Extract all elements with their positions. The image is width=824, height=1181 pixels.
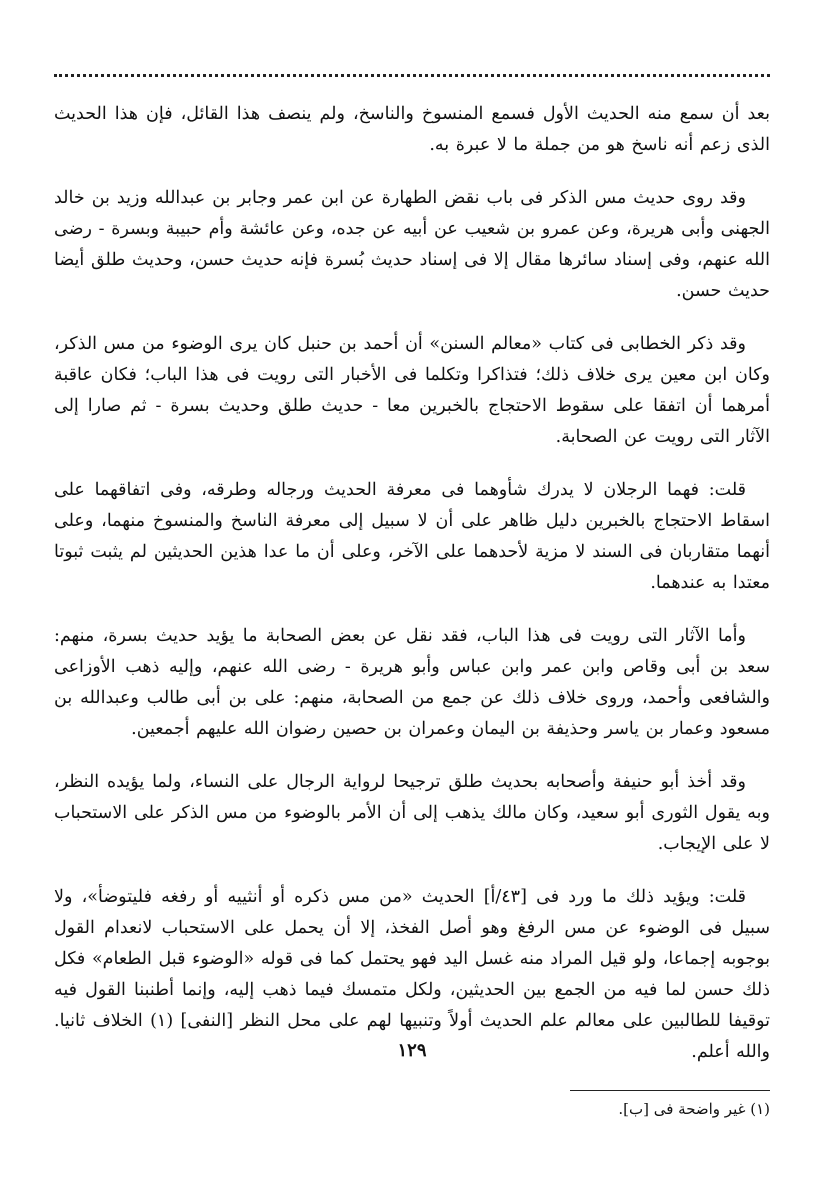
paragraph-3: وقد ذكر الخطابى فى كتاب «معالم السنن» أن أحمد بن حنبل كان يرى الوضوء من مس الذكر، وكان ابن معين يرى خلاف ذلك؛ فتذاكرا وتكلما فى الأخبار التى رويت فى هذا الباب؛ فكان عاقبة أمرهما أن اتفقا على سقوط الاحتجاج بالخبرين معا - حديث طلق وحديث بسرة - ثم صارا إلى الآثار التى رويت عن الصحابة. bbox=[54, 334, 770, 447]
footnote: (١) غير واضحة فى [ب]. bbox=[618, 1100, 770, 1118]
paragraph-1: بعد أن سمع منه الحديث الأول فسمع المنسوخ والناسخ، ولم ينصف هذا القائل، فإن هذا الحديث الذى زعم أنه ناسخ هو من جملة ما لا عبرة به. bbox=[54, 104, 770, 155]
paragraph-4: قلت: فهما الرجلان لا يدرك شأوهما فى معرفة الحديث ورجاله وطرقه، وفى اتفاقهما على اسقاط الاحتجاج بالخبرين دليل ظاهر على أن لا سبيل إلى معرفة الناسخ والمنسوخ منهما، وعلى أنهما متقاربان فى السند لا مزية لأحدهما على الآخر، وعلى أن ما عدا هذين الحديثين لم يثبت ثبوتا معتدا به عندهما. bbox=[54, 480, 770, 593]
paragraph-6: وقد أخذ أبو حنيفة وأصحابه بحديث طلق ترجيحا لرواية الرجال على النساء، ولما يؤيده النظر، وبه يقول الثورى أبو سعيد، وكان مالك يذهب إلى أن الأمر بالوضوء من مس الذكر على الاستحباب لا على الإيجاب. bbox=[54, 772, 770, 854]
header-dotted-rule bbox=[54, 74, 770, 77]
paragraph-7: قلت: ويؤيد ذلك ما ورد فى [٤٣/أ] الحديث «من مس ذكره أو أنثييه أو رفغه فليتوضأ»، ولا سبيل فى الوضوء عن مس الرفغ وهو أصل الفخذ، إلا أن يحمل على الاستحباب لانعدام القول بوجوبه إجماعا، ولو قيل المراد منه غسل اليد فهو يحتمل كما فى قوله «الوضوء قبل الطعام» فكل ذلك حسن لما فيه من الجمع بين الحديثين، ولكل متمسك فيما ذهب إليه، وإنما أطنبنا القول فيه توقيفا للطالبين على معالم علم الحديث أولاً وتنبيها لهم على محل النظر [النفى] (١) الخلاف ثانيا. والله أعلم. bbox=[54, 887, 770, 1062]
footnote-rule bbox=[570, 1090, 770, 1091]
paragraph-2: وقد روى حديث مس الذكر فى باب نقض الطهارة عن ابن عمر وجابر بن عبدالله وزيد بن خالد الجهنى وأبى هريرة، وعن عمرو بن شعيب عن أبيه عن جده، وعن عائشة وأم حبيبة وبسرة - رضى الله عنهم، وفى إسناد سائرها مقال إلا فى إسناد حديث بُسرة فإنه حديث حسن، وحديث طلق أيضا حديث حسن. bbox=[54, 188, 770, 301]
page-number: ١٢٩ bbox=[397, 1040, 427, 1061]
book-page bbox=[54, 60, 770, 1160]
paragraph-5: وأما الآثار التى رويت فى هذا الباب، فقد نقل عن بعض الصحابة ما يؤيد حديث بسرة، منهم: سعد بن أبى وقاص وابن عمر وابن عباس وأبو هريرة - رضى الله عنهم، وإليه ذهب الأوزاعى والشافعى وأحمد، وروى خلاف ذلك عن جمع من الصحابة، منهم: على بن أبى طالب وعبدالله بن مسعود وعمار بن ياسر وحذيفة بن اليمان وعمران بن حصين رضوان الله عليهم أجمعين. bbox=[54, 626, 770, 739]
body-text bbox=[54, 99, 770, 1068]
